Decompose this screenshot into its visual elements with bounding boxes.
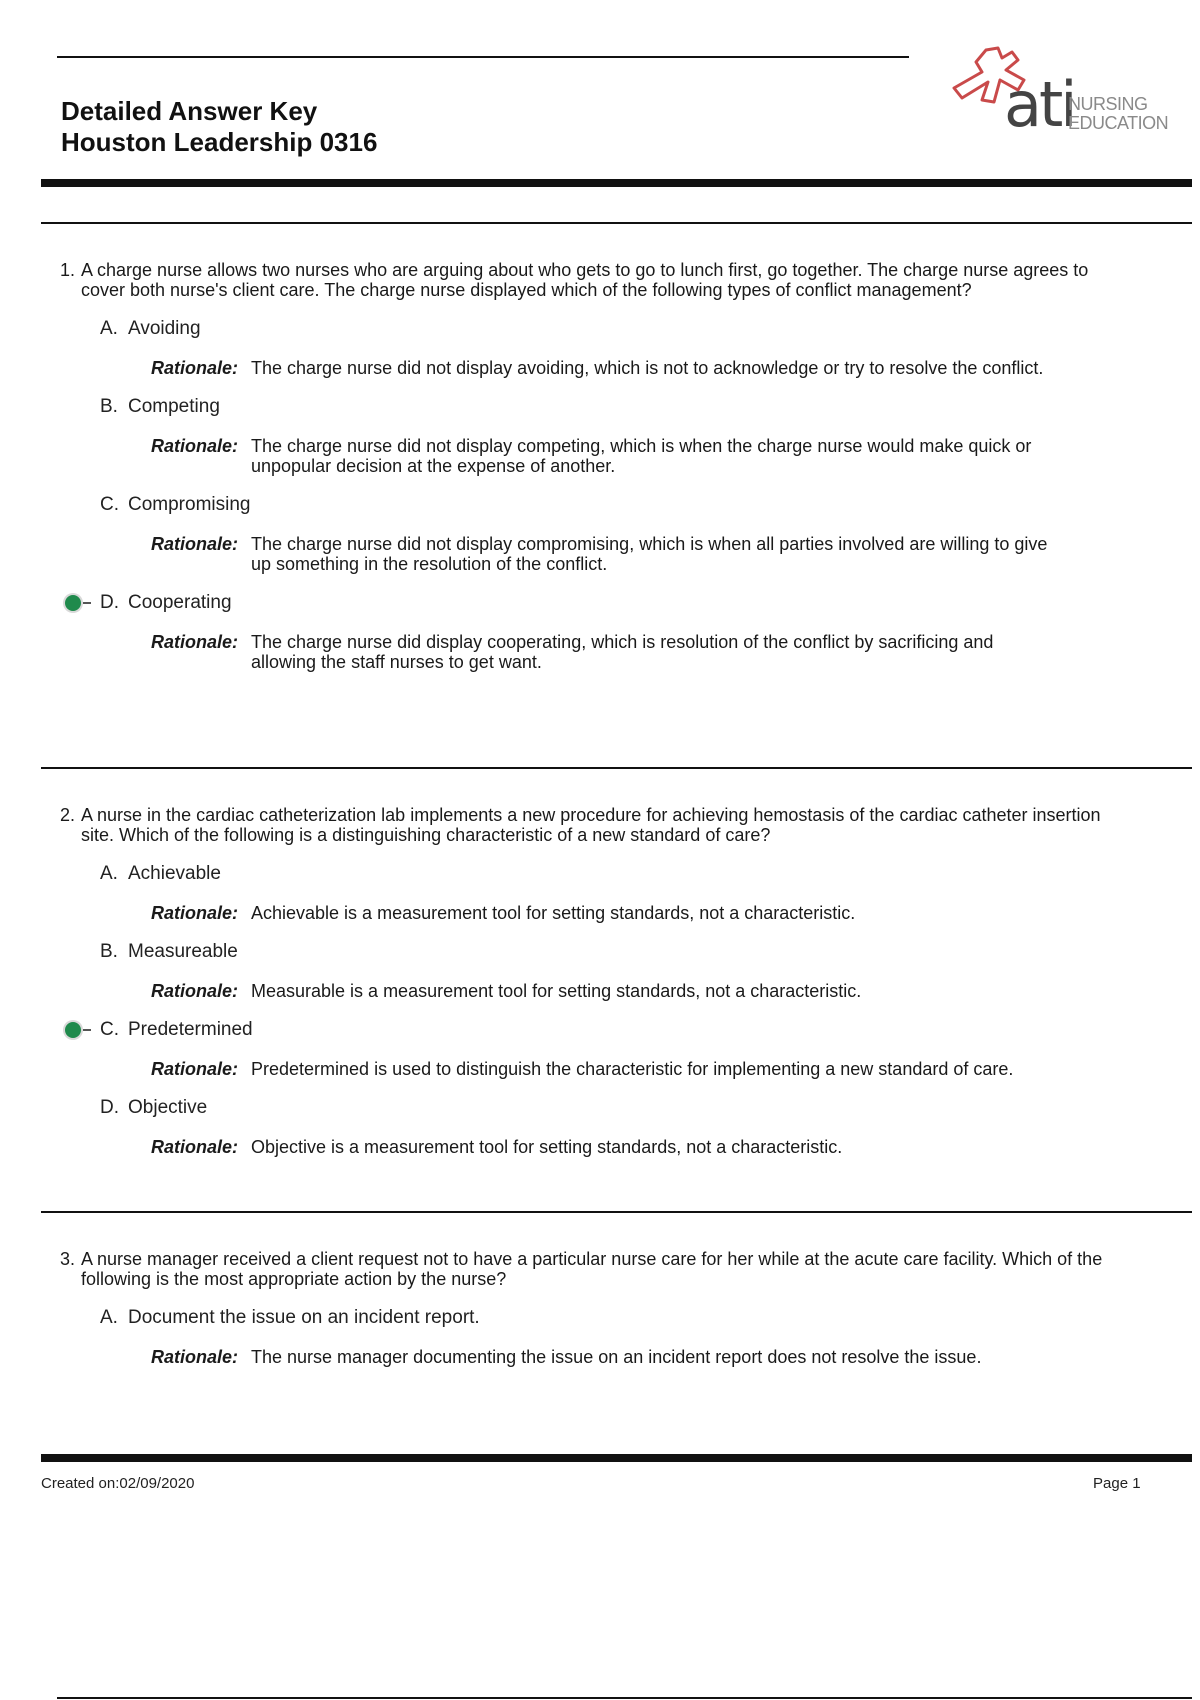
question-divider	[41, 1211, 1192, 1213]
title-line-2: Houston Leadership 0316	[61, 127, 378, 157]
question-stem	[60, 1249, 1120, 1289]
correct-answer-icon	[65, 595, 81, 611]
title-line-1: Detailed Answer Key	[61, 96, 318, 126]
question-stem	[60, 260, 1120, 300]
page-title	[61, 96, 377, 158]
rationale: Rationale: The nurse manager documenting the issue on an incident report does not resolve the issue.	[151, 1347, 982, 1367]
option-c: C. Compromising	[100, 494, 251, 515]
option-label: Cooperating	[128, 592, 232, 613]
option-label: Achievable	[128, 863, 221, 884]
logo-wordmark: ati	[1004, 68, 1075, 141]
option-b: B. Measureable	[100, 941, 238, 962]
option-a: A. Avoiding	[100, 318, 201, 339]
rationale: Rationale: The charge nurse did not display compromising, which is when all parties involved are willing to give up something in the resolution of the conflict.	[151, 534, 1048, 574]
option-a: A. Document the issue on an incident report.	[100, 1307, 480, 1328]
option-d-correct: D. Cooperating	[60, 592, 1120, 614]
option-c-correct: C. Predetermined	[60, 1019, 1120, 1041]
question-text: A nurse in the cardiac catheterization lab implements a new procedure for achieving hemostasis of the cardiac catheter insertion site. Which of the following is a distinguishing characteristic of a new standard of care?	[81, 805, 1101, 845]
ati-logo	[948, 44, 1170, 154]
top-thin-rule	[57, 56, 909, 58]
option-label: Predetermined	[128, 1019, 253, 1040]
rationale: Rationale: Predetermined is used to distinguish the characteristic for implementing a new standard of care.	[151, 1059, 1014, 1079]
option-label: Document the issue on an incident report.	[128, 1307, 480, 1328]
rationale: Rationale: Measurable is a measurement tool for setting standards, not a characteristic.	[151, 981, 862, 1001]
question-text: A charge nurse allows two nurses who are arguing about who gets to go to lunch first, go together. The charge nurse agrees to cover both nurse's client care. The charge nurse displayed which of the following types of conflict management?	[81, 260, 1089, 300]
page-number: Page 1	[1093, 1475, 1141, 1492]
question-number: 1.	[60, 260, 76, 280]
option-label: Competing	[128, 396, 220, 417]
correct-answer-icon	[65, 1022, 81, 1038]
question-stem	[60, 805, 1120, 845]
rationale: Rationale: Achievable is a measurement tool for setting standards, not a characteristic.	[151, 903, 856, 923]
header-thin-rule	[41, 222, 1192, 224]
option-d: D. Objective	[100, 1097, 208, 1118]
question-3	[60, 1249, 1120, 1367]
rationale: Rationale: Objective is a measurement tool for setting standards, not a characteristic.	[151, 1137, 843, 1157]
rationale: Rationale: The charge nurse did not display avoiding, which is not to acknowledge or try to resolve the conflict.	[151, 358, 1044, 378]
question-1	[60, 260, 1120, 672]
option-label: Compromising	[128, 494, 251, 515]
option-label: Measureable	[128, 941, 238, 962]
logo-subtitle: NURSING EDUCATION	[1068, 94, 1169, 133]
footer-thick-rule	[41, 1454, 1192, 1462]
option-label: Objective	[128, 1097, 208, 1118]
rationale: Rationale: The charge nurse did display cooperating, which is resolution of the conflict by sacrificing and allowing the staff nurses to get want.	[151, 632, 994, 672]
question-2	[60, 805, 1120, 1157]
created-date: Created on:02/09/2020	[41, 1475, 195, 1492]
header-thick-rule	[41, 179, 1192, 187]
question-number: 3.	[60, 1249, 76, 1269]
option-a: A. Achievable	[100, 863, 221, 884]
rationale: Rationale: The charge nurse did not display competing, which is when the charge nurse would make quick or unpopular decision at the expense of another.	[151, 436, 1032, 476]
bottom-thin-rule	[57, 1697, 1192, 1699]
question-text: A nurse manager received a client request not to have a particular nurse care for her while at the acute care facility. Which of the following is the most appropriate action by the nurse?	[81, 1249, 1103, 1289]
question-number: 2.	[60, 805, 76, 825]
question-divider	[41, 767, 1192, 769]
option-label: Avoiding	[128, 318, 201, 339]
option-b: B. Competing	[100, 396, 220, 417]
